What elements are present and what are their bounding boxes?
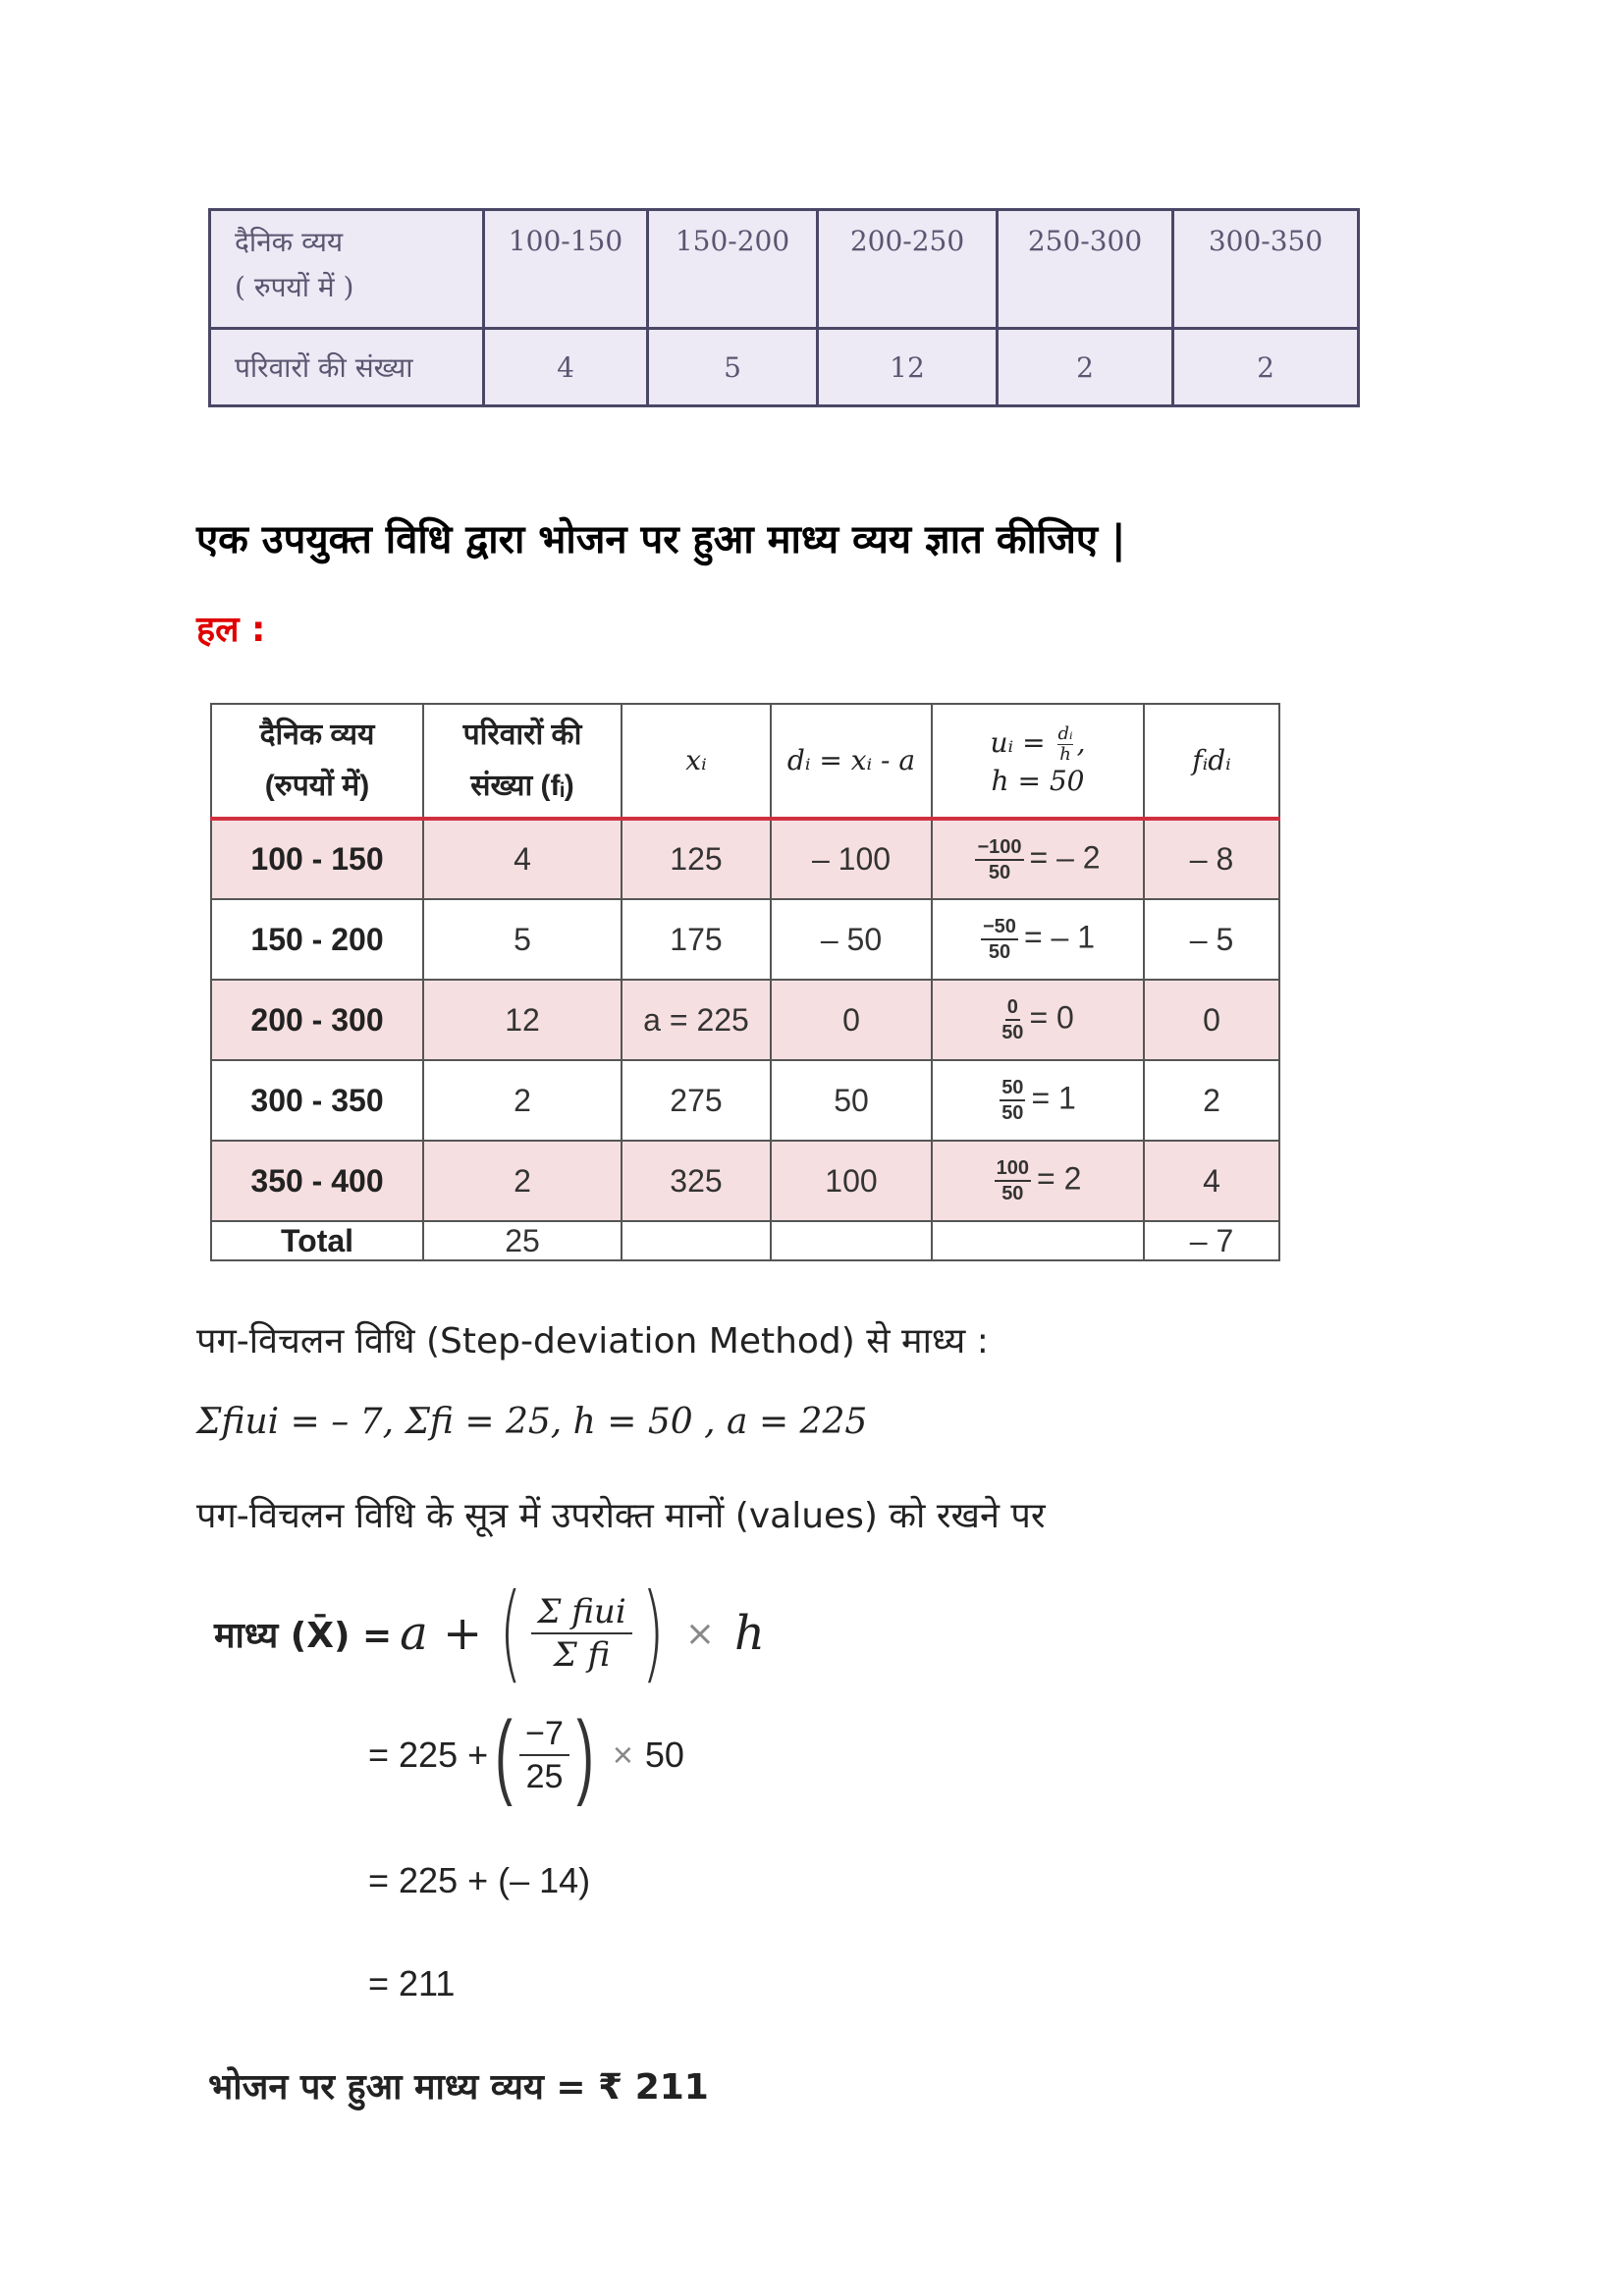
fd-cell: – 5 (1144, 899, 1279, 980)
formula-a: a + (400, 1606, 483, 1661)
frequency-cell: 4 (423, 819, 622, 899)
u-header (932, 704, 1144, 819)
table-row (211, 899, 1279, 980)
u-den: 50 (1001, 1183, 1024, 1204)
frequency-header-line1: परिवारों की (462, 719, 582, 751)
frequency-header (423, 704, 622, 819)
step1-h: 50 (644, 1735, 684, 1775)
u-value: = 2 (1037, 1160, 1082, 1197)
d-header: dᵢ = xᵢ - a (771, 704, 932, 819)
frequency-cell: 2 (423, 1060, 622, 1141)
step-3: = 211 (368, 1963, 456, 2003)
frequency-cell: 5 (423, 899, 622, 980)
class-cell: 100-150 (484, 210, 648, 329)
u-num: 50 (1000, 1076, 1025, 1101)
x-cell: 175 (622, 899, 771, 980)
substitute-line: पग-विचलन विधि के सूत्र में उपरोक्त मानों (values) को रखने पर (196, 1496, 1046, 1536)
x-cell: 275 (622, 1060, 771, 1141)
d-cell: 0 (771, 980, 932, 1060)
x-header: xᵢ (622, 704, 771, 819)
step-2: = 225 + (– 14) (368, 1860, 591, 1900)
u-fraction (1001, 995, 1023, 1044)
formula-num: Σ fiui (531, 1591, 631, 1634)
x-cell: 325 (622, 1141, 771, 1221)
question-data-table (208, 208, 1360, 407)
u-value: = – 1 (1023, 919, 1095, 955)
u-cell (932, 899, 1144, 980)
class-cell: 350 - 400 (211, 1141, 423, 1221)
frequency-cell: 2 (1173, 329, 1359, 406)
class-cell: 100 - 150 (211, 819, 423, 899)
x-cell: a = 225 (622, 980, 771, 1060)
formula-h: h (734, 1606, 765, 1661)
class-cell: 200 - 300 (211, 980, 423, 1060)
class-header (211, 704, 423, 819)
u-value: = 1 (1031, 1080, 1076, 1116)
times-sign: × (612, 1735, 633, 1775)
frequency-cell: 12 (423, 980, 622, 1060)
u-num: −100 (975, 835, 1023, 861)
times-sign: × (684, 1613, 716, 1654)
formula-den: Σ fi (553, 1635, 611, 1675)
u-fraction (981, 915, 1018, 964)
daily-expense-label: दैनिक व्यय (235, 226, 344, 258)
class-cell: 300-350 (1173, 210, 1359, 329)
total-frequency: 25 (423, 1221, 622, 1260)
families-count-label: परिवारों की संख्या (210, 329, 484, 406)
class-cell: 300 - 350 (211, 1060, 423, 1141)
table-row (211, 1060, 1279, 1141)
fd-cell: 2 (1144, 1060, 1279, 1141)
total-row (211, 1221, 1279, 1260)
mean-label: माध्य (X̄) = (214, 1615, 393, 1656)
table-row (211, 819, 1279, 899)
left-paren: ( (499, 1572, 522, 1694)
class-header-line2: (रुपयों में) (264, 770, 370, 802)
fd-header: fᵢdᵢ (1144, 704, 1279, 819)
u-header-suffix: , (1076, 725, 1086, 759)
table-row (211, 980, 1279, 1060)
frequency-cell: 5 (648, 329, 818, 406)
u-num: −50 (981, 915, 1018, 940)
u-header-den: h (1059, 743, 1071, 765)
u-cell (932, 819, 1144, 899)
frequency-header-line2: संख्या (fᵢ) (470, 770, 574, 802)
u-fraction (1000, 1076, 1025, 1125)
u-num: 0 (1005, 995, 1020, 1021)
step-1 (368, 1702, 684, 1807)
u-header-fraction (1057, 724, 1072, 765)
final-answer: भोजन पर हुआ माध्य व्यय = ₹ 211 (208, 2067, 709, 2108)
in-rupees-label: ( रुपयों में ) (235, 271, 354, 303)
u-header-prefix: uᵢ = (990, 725, 1046, 759)
method-line: पग-विचलन विधि (Step-deviation Method) से माध्य : (196, 1321, 989, 1362)
d-cell: – 100 (771, 819, 932, 899)
u-header-h: h = 50 (991, 764, 1085, 797)
fd-cell: 0 (1144, 980, 1279, 1060)
right-paren: ) (641, 1572, 665, 1694)
frequency-cell: 2 (998, 329, 1173, 406)
u-fraction (995, 1156, 1031, 1205)
x-cell: 125 (622, 819, 771, 899)
u-num: 100 (995, 1156, 1031, 1182)
u-fraction (975, 835, 1023, 884)
mean-formula (214, 1572, 773, 1694)
d-cell: 100 (771, 1141, 932, 1221)
right-paren: ) (576, 1702, 594, 1807)
left-paren: ( (495, 1702, 513, 1807)
step1-fraction (519, 1713, 569, 1797)
table-row (211, 1141, 1279, 1221)
question-text: एक उपयुक्त विधि द्वारा भोजन पर हुआ माध्य व्यय ज्ञात कीजिए | (196, 517, 1126, 562)
u-den: 50 (1001, 1022, 1024, 1043)
class-cell: 150 - 200 (211, 899, 423, 980)
frequency-cell: 12 (818, 329, 998, 406)
d-cell: – 50 (771, 899, 932, 980)
u-cell (932, 1141, 1144, 1221)
u-value: = – 2 (1029, 838, 1101, 875)
frequency-cell: 2 (423, 1141, 622, 1221)
step1-prefix: = 225 + (368, 1735, 489, 1775)
total-label: Total (211, 1221, 423, 1260)
frequency-cell: 4 (484, 329, 648, 406)
u-den: 50 (988, 861, 1011, 883)
class-cell: 250-300 (998, 210, 1173, 329)
empty-cell (771, 1221, 932, 1260)
class-header-line1: दैनिक व्यय (259, 719, 375, 751)
daily-expense-header (210, 210, 484, 329)
u-den: 50 (1001, 1102, 1024, 1124)
u-header-num: dᵢ (1057, 722, 1073, 744)
solution-table (210, 703, 1280, 1261)
values-line: Σfiui = – 7, Σfi = 25, h = 50 , a = 225 (196, 1402, 868, 1442)
class-cell: 200-250 (818, 210, 998, 329)
u-value: = 0 (1029, 999, 1074, 1036)
u-cell (932, 1060, 1144, 1141)
empty-cell (622, 1221, 771, 1260)
formula-fraction (531, 1591, 631, 1676)
u-cell (932, 980, 1144, 1060)
solution-label: हल : (196, 610, 266, 650)
d-cell: 50 (771, 1060, 932, 1141)
fd-cell: 4 (1144, 1141, 1279, 1221)
fd-cell: – 8 (1144, 819, 1279, 899)
class-cell: 150-200 (648, 210, 818, 329)
step1-num: −7 (519, 1713, 569, 1756)
total-fd: – 7 (1144, 1221, 1279, 1260)
empty-cell (932, 1221, 1144, 1260)
step1-den: 25 (525, 1758, 564, 1795)
u-den: 50 (988, 941, 1011, 963)
